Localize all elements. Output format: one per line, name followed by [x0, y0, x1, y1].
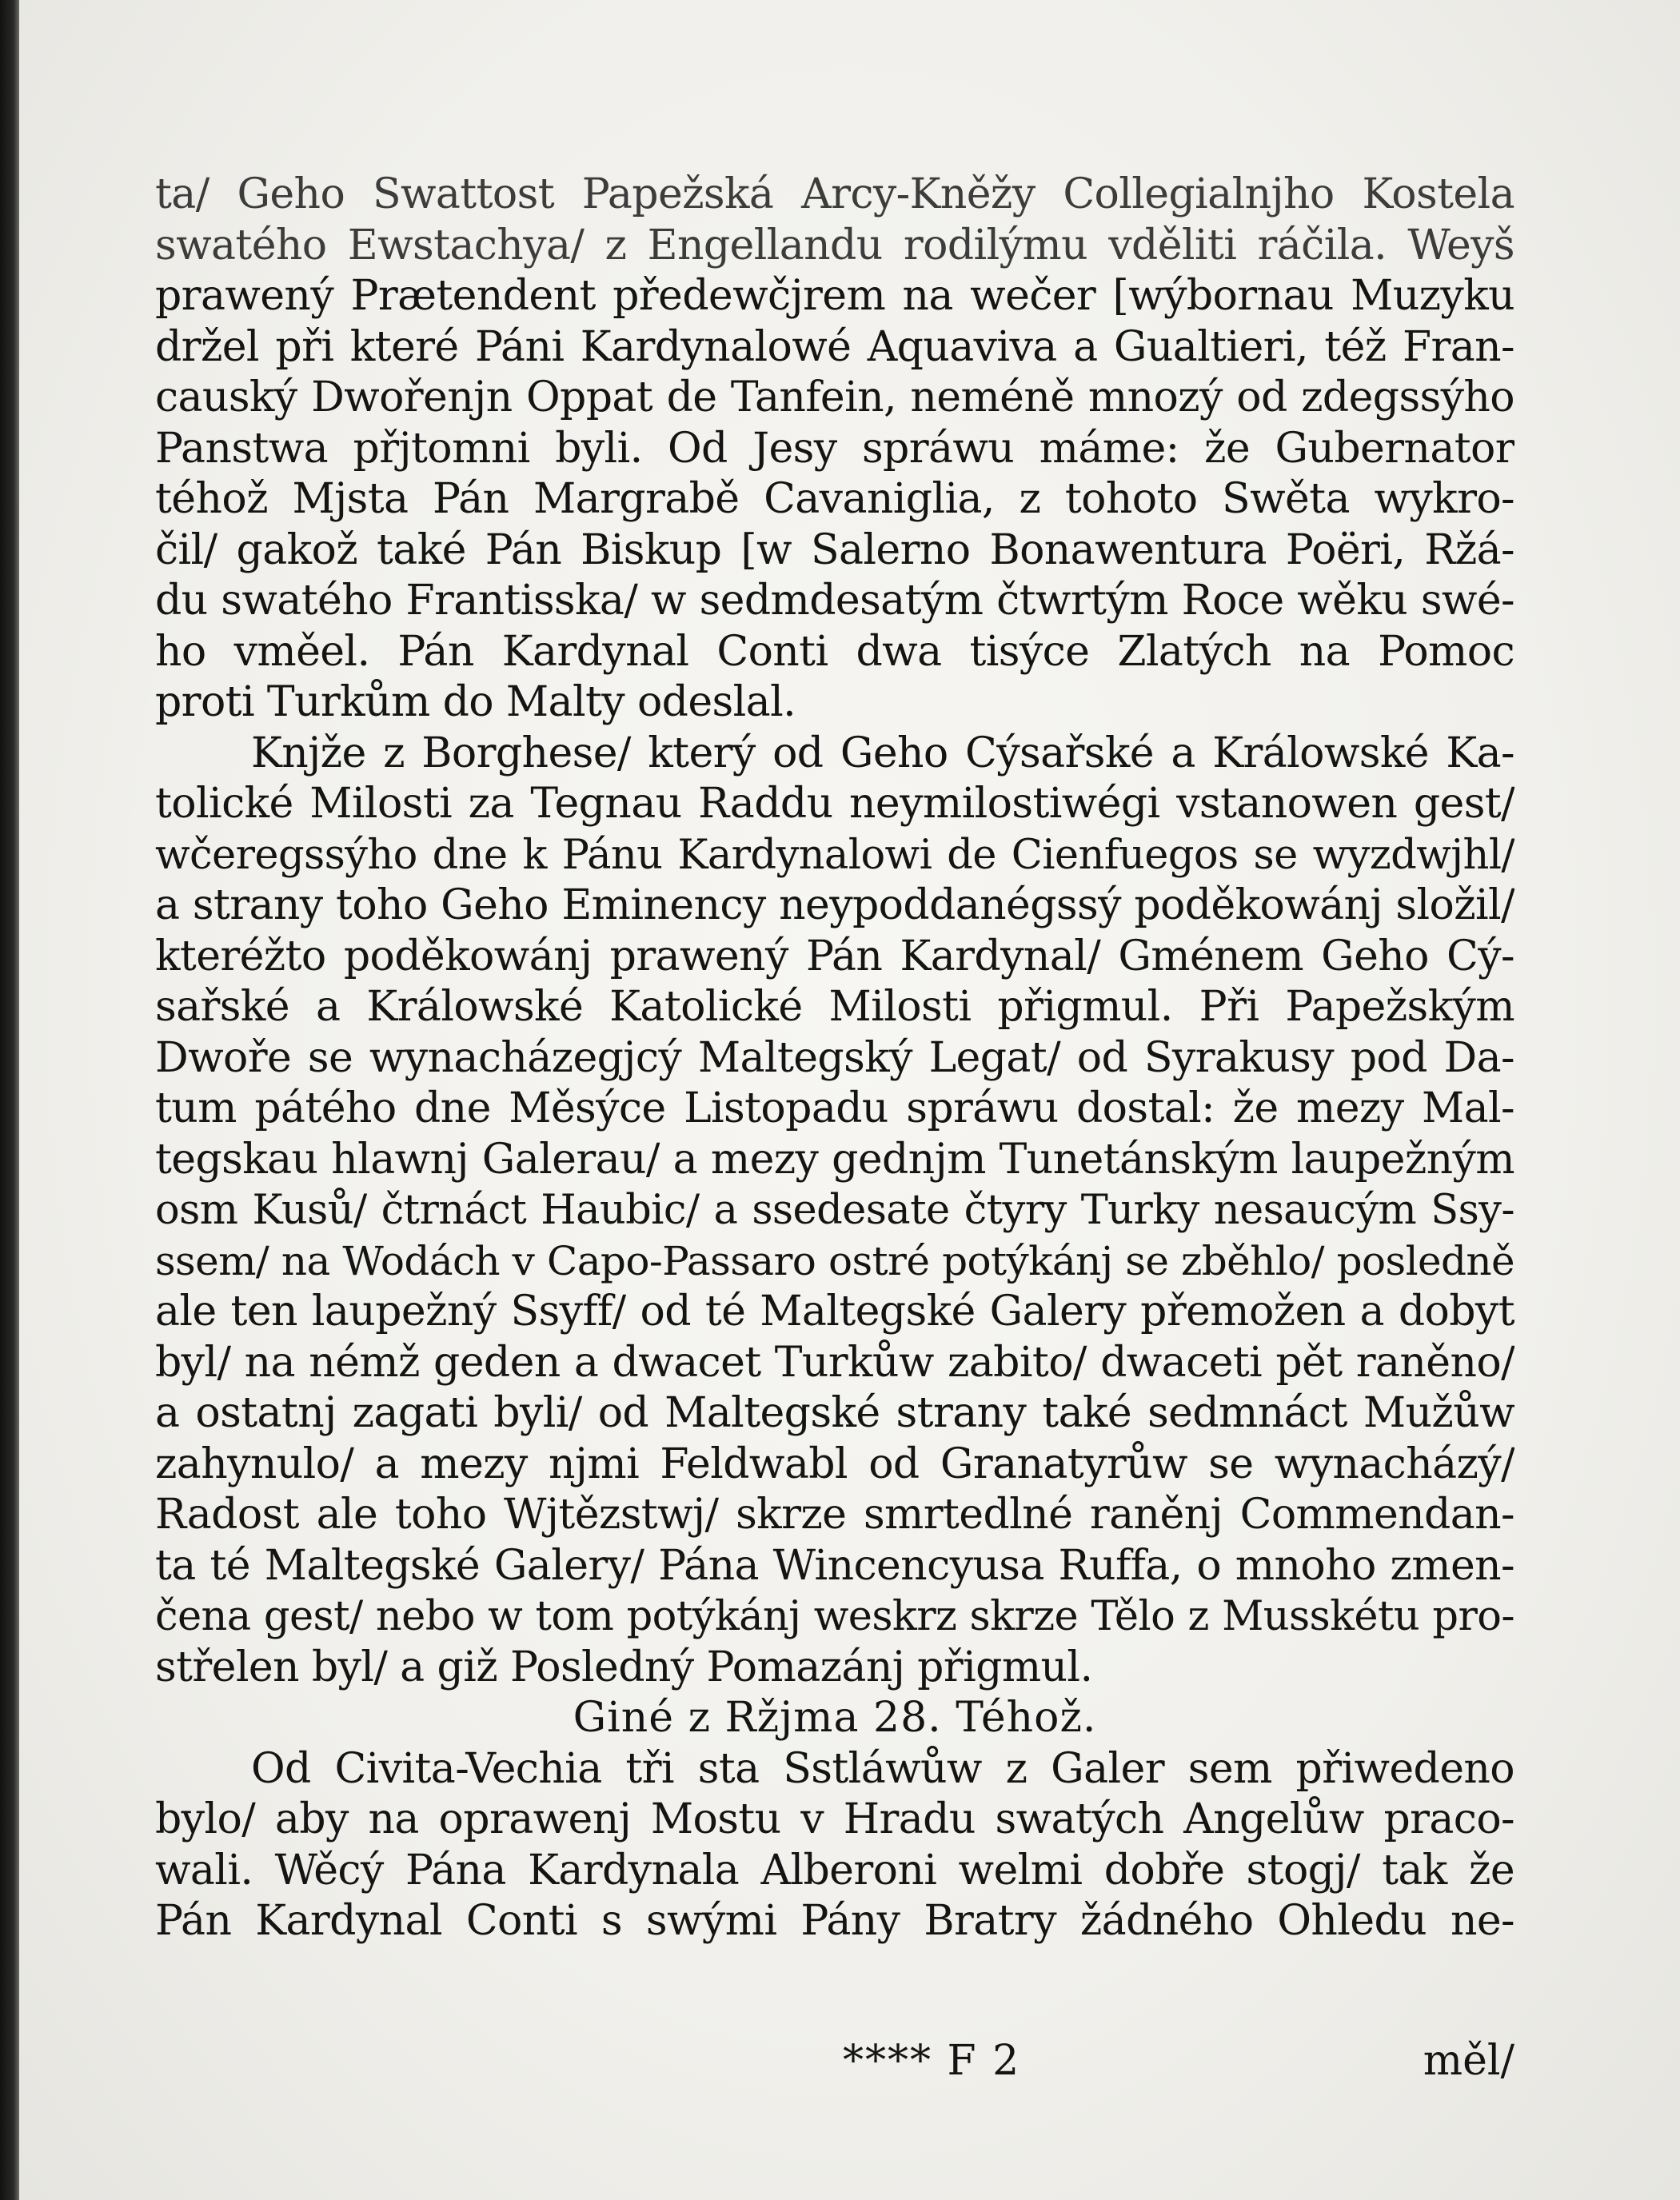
- scan-left-edge: [0, 0, 19, 2200]
- text-line: ta té Maltegské Galery/ Pána Wincencyusa Ruffa, o mnoho zmen-: [155, 1541, 1514, 1590]
- text-line: osm Kusů/ čtrnáct Haubic/ a ssedesate čtyry Turky nesaucým Ssy-: [155, 1187, 1514, 1234]
- text-line: du swatého Frantisska/ w sedmdesatým čtwrtým Roce wěku swé-: [155, 577, 1514, 625]
- text-line: držel při které Páni Kardynalowé Aquaviva a Gualtieri, též Fran-: [155, 322, 1514, 371]
- text-line: prawený Prætendent předewčjrem na wečer [wýbornau Muzyku: [155, 272, 1514, 320]
- paragraph-start: Knjže z Borghese/ který od Geho Cýsařské a Králowské Ka-: [251, 729, 1514, 777]
- printer-signature-mark: **** F 2: [843, 2037, 1021, 2085]
- text-line: sařské a Králowské Katolické Milosti přigmul. Při Papežským: [155, 983, 1514, 1031]
- text-line: byl/ na némž geden a dwacet Turkůw zabito/ dwaceti pět raněno/: [155, 1338, 1514, 1387]
- text-line: proti Turkům do Malty odeslal.: [155, 678, 796, 726]
- text-line: ho vměel. Pán Kardynal Conti dwa tisýce Zlatých na Pomoc: [155, 627, 1514, 676]
- body-text: [155, 170, 1514, 1947]
- text-line: střelen byl/ a giž Posledný Pomazánj přigmul.: [155, 1643, 1093, 1691]
- text-line: téhož Mjsta Pán Margrabě Cavaniglia, z tohoto Swěta wykro-: [155, 475, 1514, 523]
- document-page: [19, 0, 1680, 2200]
- text-line: a ostatnj zagati byli/ od Maltegské strany také sedmnáct Mužůw: [155, 1389, 1514, 1437]
- text-line: wčeregssýho dne k Pánu Kardynalowi de Cienfuegos se wyzdwjhl/: [155, 831, 1514, 879]
- text-line: Pán Kardynal Conti s swými Pány Bratry žádného Ohledu ne-: [155, 1897, 1514, 1945]
- dateline-heading: Giné z Ržjma 28. Téhož.: [573, 1694, 1097, 1742]
- text-line: Dwoře se wynacházegjcý Maltegský Legat/ od Syrakusy pod Da-: [155, 1033, 1514, 1082]
- text-line: čena gest/ nebo w tom potýkánj weskrz skrze Tělo z Musskétu pro-: [155, 1593, 1514, 1640]
- text-line: tum pátého dne Měsýce Listopadu spráwu dostal: že mezy Mal-: [155, 1084, 1514, 1132]
- text-line: čil/ gakož také Pán Biskup [w Salerno Bonawentura Poëri, Ržá-: [155, 525, 1514, 574]
- text-line: ssem/ na Wodách v Capo-Passaro ostré potýkánj se zběhlo/ posledně: [155, 1237, 1514, 1284]
- text-line: zahynulo/ a mezy njmi Feldwabl od Granatyrůw se wynacházý/: [155, 1439, 1514, 1488]
- text-line: kteréžto poděkowánj prawený Pán Kardynal/ Gménem Geho Cý-: [155, 932, 1514, 980]
- text-line: causký Dwořenjn Oppat de Tanfein, neméně mnozý od zdegssýho: [155, 373, 1514, 421]
- text-line: tegskau hlawnj Galerau/ a mezy gednjm Tunetánským laupežným: [155, 1135, 1514, 1184]
- page-footer: [155, 2037, 1514, 2101]
- text-line: bylo/ aby na oprawenj Mostu v Hradu swatých Angelůw praco-: [155, 1795, 1514, 1843]
- text-line: tolické Milosti za Tegnau Raddu neymilostiwégi vstanowen gest/: [155, 780, 1514, 828]
- text-line: wali. Wěcý Pána Kardynala Alberoni welmi dobře stogj/ tak že: [155, 1846, 1514, 1895]
- text-line: swatého Ewstachya/ z Engellandu rodilýmu vděliti ráčila. Weyš: [155, 221, 1514, 270]
- text-line: Radost ale toho Wjtězstwj/ skrze smrtedlné raněnj Commendan-: [155, 1491, 1514, 1539]
- text-line: ta/ Geho Swattost Papežská Arcy-Kněžy Collegialnjho Kostela: [155, 170, 1514, 218]
- text-line: Panstwa přjtomni byli. Od Jesy spráwu máme: že Gubernator: [155, 424, 1514, 473]
- text-line: ale ten laupežný Ssyff/ od té Maltegské Galery přemožen a dobyt: [155, 1288, 1514, 1336]
- catchword: měl/: [1423, 2037, 1514, 2085]
- text-line: a strany toho Geho Eminency neypoddanégssý poděkowánj složil/: [155, 881, 1514, 929]
- paragraph-start: Od Civita-Vechia tři sta Sstláwůw z Galer sem přiwedeno: [251, 1744, 1514, 1793]
